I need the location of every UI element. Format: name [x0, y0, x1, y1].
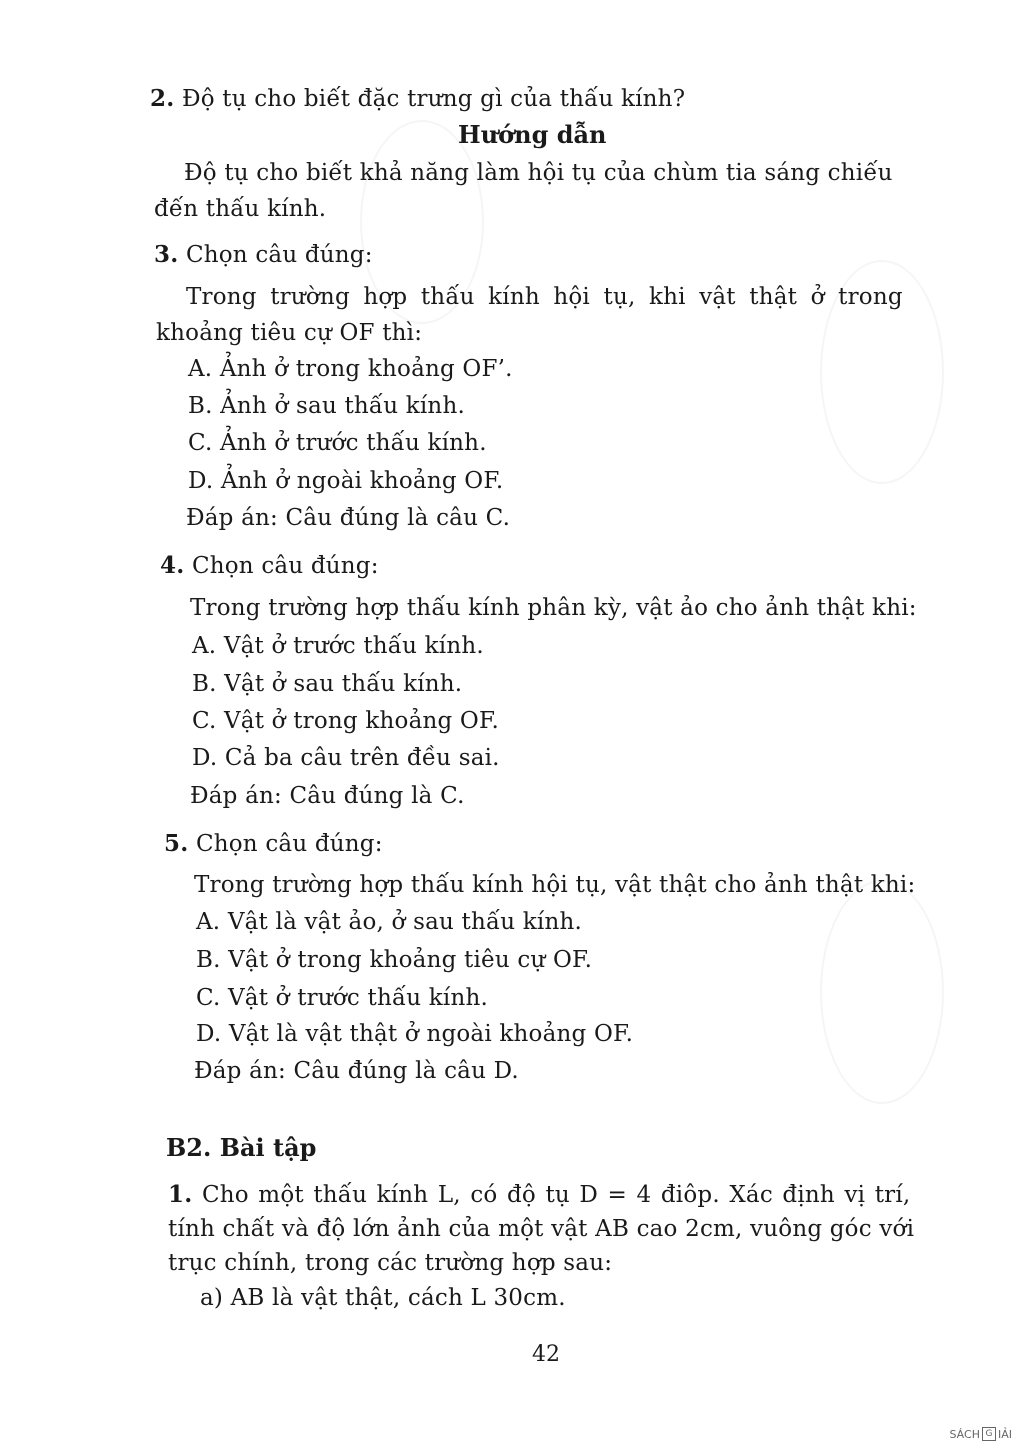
- question-number: 5.: [164, 830, 189, 857]
- question-number: 2.: [150, 85, 175, 112]
- question-3: [154, 240, 373, 270]
- answer-line: đến thấu kính.: [154, 196, 327, 222]
- question-prompt: Chọn câu đúng:: [191, 553, 379, 579]
- question-stem: Trong trường hợp thấu kính hội tụ, khi vật thật ở trong: [186, 284, 903, 310]
- exercise-1: [168, 1180, 910, 1210]
- option-c: C. Vật ở trong khoảng OF.: [192, 708, 500, 734]
- option-b: B. Vật ở trong khoảng tiêu cự OF.: [196, 947, 593, 973]
- exercise-line: tính chất và độ lớn ảnh của một vật AB cao 2cm, vuông góc với: [168, 1216, 915, 1242]
- question-5: [164, 829, 383, 859]
- question-prompt: Chọn câu đúng:: [195, 831, 383, 857]
- question-4: [160, 551, 379, 581]
- option-a: A. Ảnh ở trong khoảng OF’.: [188, 356, 513, 382]
- guide-heading: Hướng dẫn: [458, 120, 607, 149]
- question-stem: khoảng tiêu cự OF thì:: [156, 320, 423, 346]
- page-number: 42: [532, 1342, 560, 1367]
- option-d: D. Ảnh ở ngoài khoảng OF.: [188, 468, 504, 494]
- question-2: [150, 84, 685, 114]
- watermark-shape: [820, 880, 944, 1104]
- question-text: Độ tụ cho biết đặc trưng gì của thấu kính?: [181, 86, 686, 112]
- question-stem: Trong trường hợp thấu kính hội tụ, vật thật cho ảnh thật khi:: [194, 872, 916, 898]
- option-c: C. Vật ở trước thấu kính.: [196, 985, 489, 1011]
- question-stem: Trong trường hợp thấu kính phân kỳ, vật ảo cho ảnh thật khi:: [190, 595, 917, 621]
- brand-watermark: [950, 1427, 1013, 1441]
- option-b: B. Ảnh ở sau thấu kính.: [188, 393, 465, 419]
- brand-text-right: IẢI: [997, 1427, 1012, 1441]
- brand-logo-icon: G: [982, 1427, 996, 1441]
- answer-key: Đáp án: Câu đúng là C.: [190, 783, 465, 809]
- option-d: D. Vật là vật thật ở ngoài khoảng OF.: [196, 1021, 634, 1047]
- question-prompt: Chọn câu đúng:: [185, 242, 373, 268]
- option-d: D. Cả ba câu trên đều sai.: [192, 745, 500, 771]
- exercise-text: Cho một thấu kính L, có độ tụ D = 4 điôp. Xác định vị trí,: [201, 1182, 911, 1208]
- option-a: A. Vật ở trước thấu kính.: [192, 633, 484, 659]
- exercise-line: trục chính, trong các trường hợp sau:: [168, 1250, 613, 1276]
- question-number: 3.: [154, 241, 179, 268]
- brand-text-left: SÁCH: [949, 1427, 980, 1441]
- option-a: A. Vật là vật ảo, ở sau thấu kính.: [196, 909, 583, 935]
- option-c: C. Ảnh ở trước thấu kính.: [188, 430, 487, 456]
- exercise-number: 1.: [168, 1181, 193, 1208]
- answer-key: Đáp án: Câu đúng là câu C.: [186, 505, 511, 531]
- question-number: 4.: [160, 552, 185, 579]
- section-title: B2. Bài tập: [166, 1133, 317, 1162]
- option-b: B. Vật ở sau thấu kính.: [192, 671, 463, 697]
- answer-key: Đáp án: Câu đúng là câu D.: [194, 1058, 519, 1084]
- answer-line: Độ tụ cho biết khả năng làm hội tụ của chùm tia sáng chiếu: [184, 160, 893, 186]
- exercise-part-a: a) AB là vật thật, cách L 30cm.: [200, 1285, 566, 1311]
